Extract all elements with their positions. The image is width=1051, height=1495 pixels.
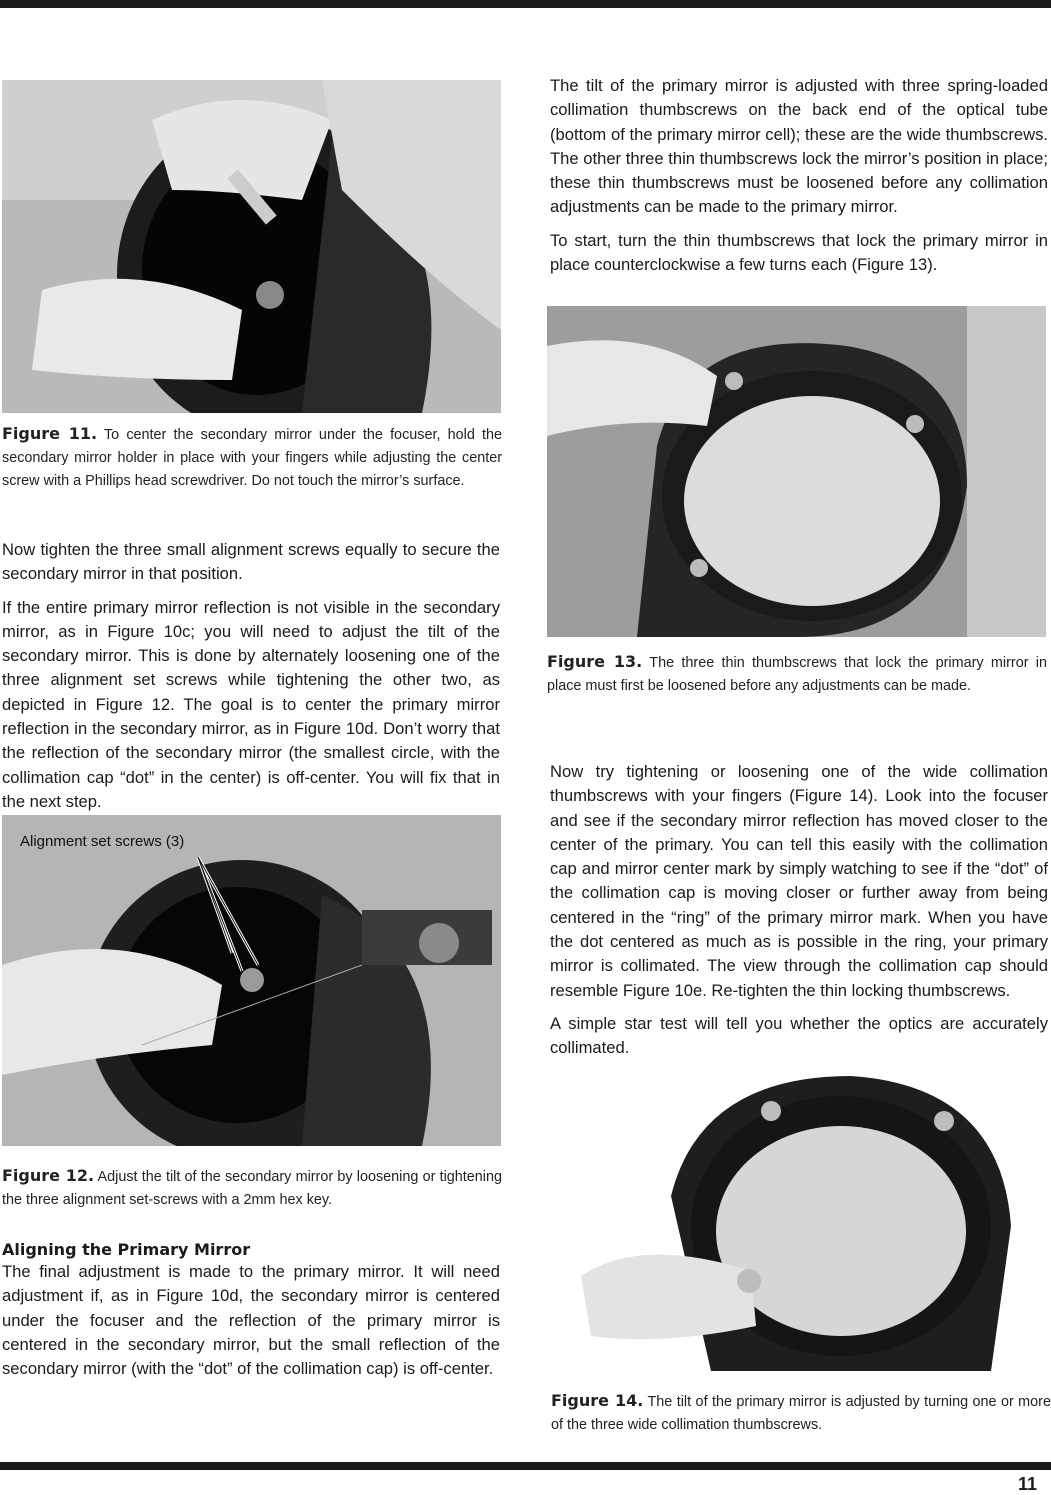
- figure-12-label: Figure 12.: [2, 1166, 95, 1185]
- figure-13-photo: [547, 306, 1046, 637]
- right-paragraph-3: Now try tightening or loosening one of the wide collimation thumbscrews with your fingers (Figure 14). Look into the focuser and see if the secondary mirror reflection has moved closer to the center of the primary. You can tell this easily with the collimation cap and mirror center mark by simply watching to see if the “dot” of the collimation cap is moving closer or further away from being centered in the “ring” of the primary mirror mark. When you have the dot centered as much as is possible in the ring, your primary mirror is collimated. The view through the collimation cap should resemble Figure 10e. Re-tighten the thin locking thumbscrews.: [550, 762, 1048, 1000]
- top-rule: [0, 0, 1051, 8]
- right-paragraph-2: To start, turn the thin thumbscrews that lock the primary mirror in place counterclockwise a few turns each (Figure 13).: [550, 230, 1048, 275]
- figure-11-photo: [2, 80, 501, 413]
- figure-14-photo: [551, 1076, 1050, 1371]
- left-paragraph-2: If the entire primary mirror reflection is not visible in the secondary mirror, as in Figure 10c; you will need to adjust the tilt of the secondary mirror. This is done by alternately loosening one of the three alignment set screws while tightening the other two, as depicted in Figure 12. The goal is to center the primary mirror reflection in the secondary mirror, as in Figure 10d. Don’t worry that the reflection of the secondary mirror (the smallest circle, with the collimation cap “dot” in the center) is off-center. You will fix that in the next step.: [2, 597, 500, 811]
- aligning-section: [2, 1240, 500, 1381]
- figure-14-caption: [551, 1389, 1051, 1437]
- figure-13-caption: [547, 650, 1047, 698]
- left-body-text: [2, 538, 500, 814]
- figure-12-caption-text: Adjust the tilt of the secondary mirror by loosening or tightening the three alignment set-screws with a 2mm hex key.: [2, 1169, 502, 1208]
- figure-14-caption-text: The tilt of the primary mirror is adjusted by turning one or more of the three wide collimation thumbscrews.: [551, 1394, 1051, 1433]
- right-paragraph-1: The tilt of the primary mirror is adjusted with three spring-loaded collimation thumbscrews on the back end of the optical tube (bottom of the primary mirror cell); these are the wide thumbscrews. The other three thin thumbscrews lock the mirror’s position in place; these thin thumbscrews must be loosened before any collimation adjustments can be made to the primary mirror.: [550, 76, 1048, 217]
- figure-12-callout-lines: [190, 855, 270, 985]
- figure-13-caption-text: The three thin thumbscrews that lock the primary mirror in place must first be loosened before any adjustments can be made.: [547, 655, 1047, 694]
- right-paragraph-4: A simple star test will tell you whether the optics are accurately collimated.: [550, 1013, 1048, 1058]
- figure-12-annotation: Alignment set screws (3): [20, 833, 185, 850]
- right-body-text-bottom: [550, 760, 1048, 1061]
- aligning-paragraph: The final adjustment is made to the primary mirror. It will need adjustment if, as in Figure 10d, the secondary mirror is centered under the focuser and the reflection of the primary mirror is centered in the secondary mirror, but the small reflection of the secondary mirror (with the “dot” of the collimation cap) is off-center.: [2, 1262, 500, 1379]
- left-paragraph-1: Now tighten the three small alignment screws equally to secure the secondary mirror in that position.: [2, 540, 500, 584]
- bottom-rule: [0, 1462, 1051, 1470]
- page-number: 11: [1017, 1474, 1037, 1494]
- aligning-heading: Aligning the Primary Mirror: [2, 1240, 251, 1259]
- figure-13-label: Figure 13.: [547, 652, 643, 671]
- figure-14-label: Figure 14.: [551, 1391, 644, 1410]
- right-body-text-top: [550, 74, 1048, 277]
- figure-11-caption-text: To center the secondary mirror under the focuser, hold the secondary mirror holder in place with your fingers while adjusting the center screw with a Phillips head screwdriver. Do not touch the mirror’s surface.: [2, 427, 502, 489]
- figure-11-label: Figure 11.: [2, 424, 98, 443]
- figure-12-caption: [2, 1164, 502, 1212]
- figure-11-caption: [2, 422, 502, 493]
